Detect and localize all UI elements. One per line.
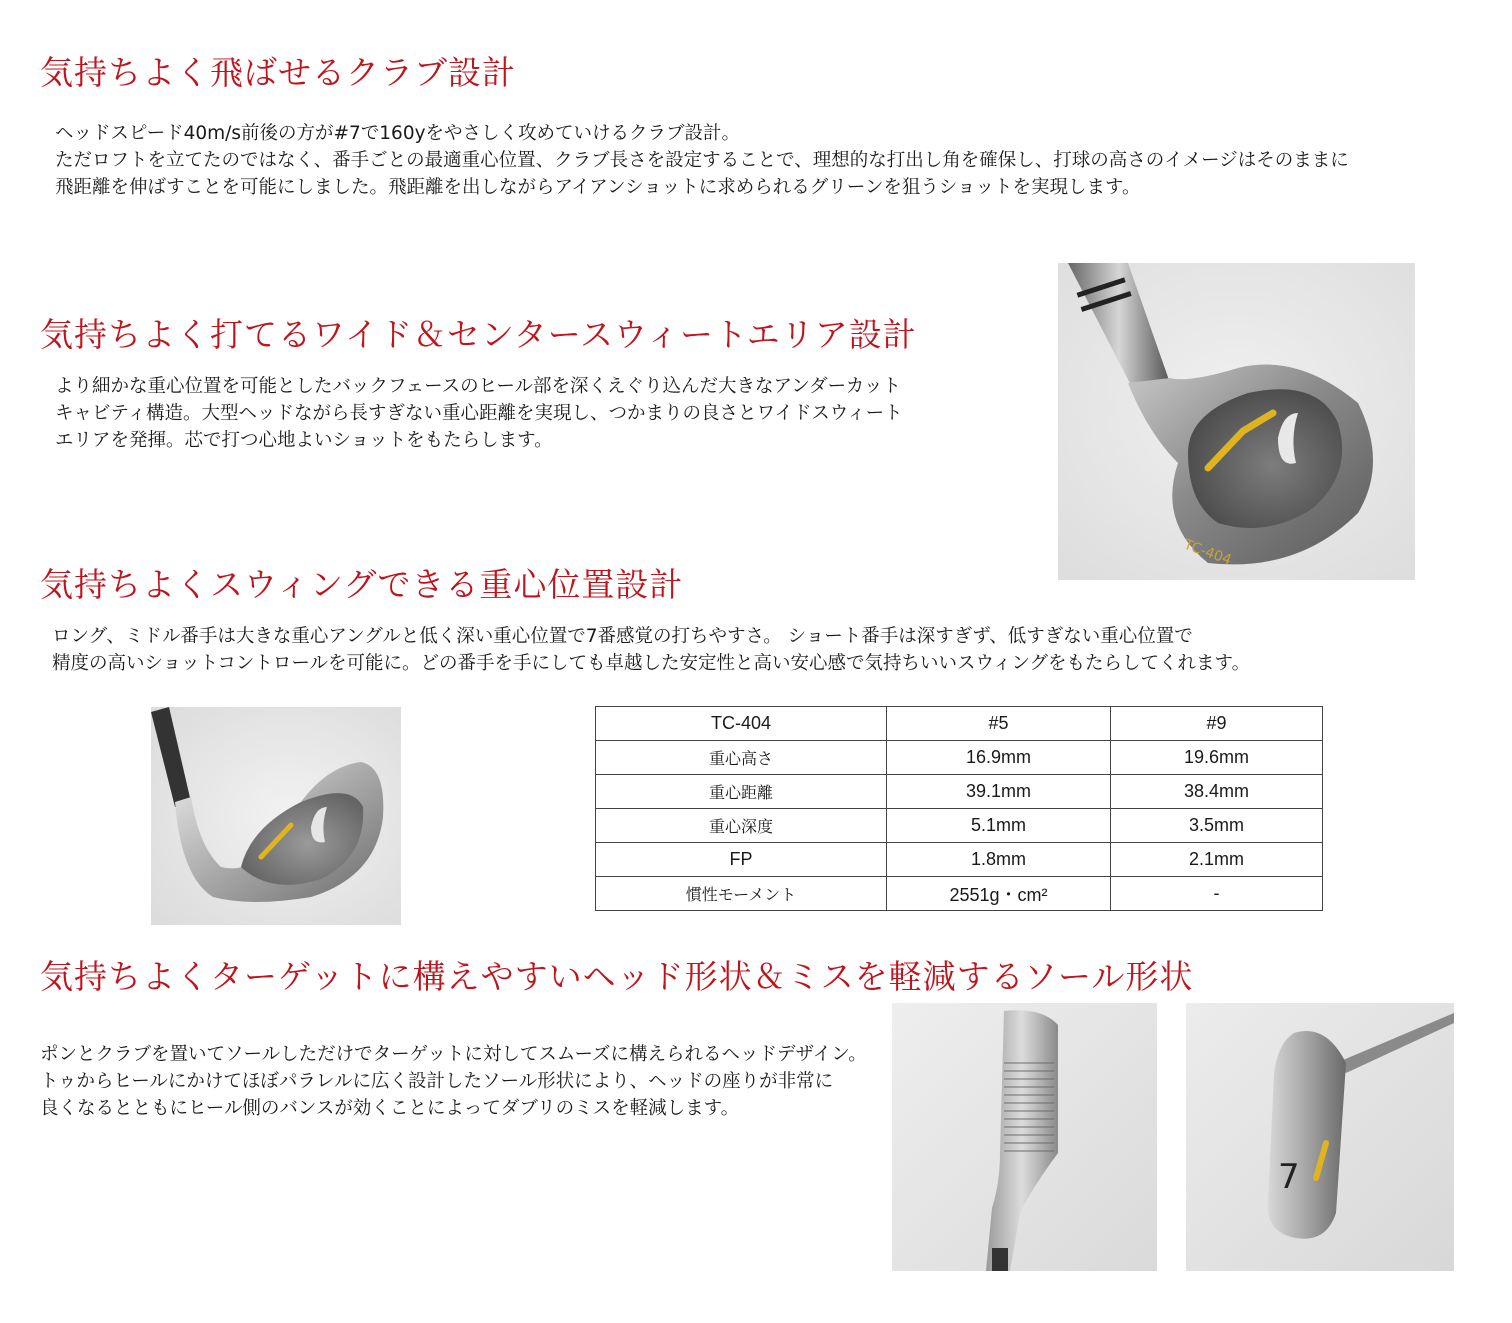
section-3-text (52, 623, 1250, 677)
section-3-line: ロング、ミドル番手は大きな重心アングルと低く深い重心位置で7番感覚の打ちやすさ。 ショート番手は深すぎず、低すぎない重心位置で (52, 626, 1193, 647)
table-cell: 2551g・cm² (887, 877, 1111, 911)
section-4-line: ポンとクラブを置いてソールしただけでターゲットに対してスムーズに構えられるヘッドデザイン。 (40, 1044, 867, 1065)
spec-table (595, 706, 1323, 911)
table-cell: 16.9mm (887, 741, 1111, 775)
table-header-row (596, 707, 1323, 741)
section-3-line: 精度の高いショットコントロールを可能に。どの番手を手にしても卓越した安定性と高い安心感で気持ちいいスウィングをもたらしてくれます。 (52, 653, 1251, 674)
table-row (596, 809, 1323, 843)
table-cell: 重心深度 (596, 809, 887, 843)
table-cell: - (1111, 877, 1323, 911)
section-2-line: キャビティ構造。大型ヘッドながら長すぎない重心距離を実現し、つかまりの良さとワイドスウィート (55, 403, 903, 424)
section-4-heading: 気持ちよくターゲットに構えやすいヘッド形状＆ミスを軽減するソール形状 (40, 957, 1194, 996)
table-cell: 3.5mm (1111, 809, 1323, 843)
table-cell: 重心距離 (596, 775, 887, 809)
table-row (596, 775, 1323, 809)
table-cell: 1.8mm (887, 843, 1111, 877)
club-head-back-photo (1058, 263, 1415, 580)
section-4-line: 良くなるとともにヒール側のバンスが効くことによってダブリのミスを軽減します。 (40, 1098, 740, 1119)
table-cell: 19.6mm (1111, 741, 1323, 775)
section-4-line: トゥからヒールにかけてほぼパラレルに広く設計したソール形状により、ヘッドの座りが非常に (40, 1071, 834, 1092)
section-1-text (55, 120, 1349, 201)
section-2-heading: 気持ちよく打てるワイド＆センタースウィートエリア設計 (40, 315, 917, 354)
table-row (596, 741, 1323, 775)
table-row (596, 877, 1323, 911)
section-3-heading: 気持ちよくスウィングできる重心位置設計 (40, 565, 684, 604)
section-1-line: ただロフトを立てたのではなく、番手ごとの最適重心位置、クラブ長さを設定することで、理想的な打出し角を確保し、打球の高さのイメージはそのままに (55, 150, 1349, 171)
table-header-cell: TC-404 (596, 707, 887, 741)
table-cell: 慣性モーメント (596, 877, 887, 911)
section-1-line: 飛距離を伸ばすことを可能にしました。飛距離を出しながらアイアンショットに求められるグリーンを狙うショットを実現します。 (55, 177, 1141, 198)
table-cell: FP (596, 843, 887, 877)
table-cell: 重心高さ (596, 741, 887, 775)
table-header-cell: #5 (887, 707, 1111, 741)
club-sole-photo (1186, 1003, 1454, 1271)
table-header-cell: #9 (1111, 707, 1323, 741)
club-face-photo (892, 1003, 1157, 1271)
section-2-text (55, 373, 903, 454)
section-1-heading: 気持ちよく飛ばせるクラブ設計 (40, 53, 516, 92)
table-cell: 2.1mm (1111, 843, 1323, 877)
table-row (596, 843, 1323, 877)
engraving-text: TC-404 (1181, 536, 1234, 569)
section-1-line: ヘッドスピード40m/s前後の方が#7で160yをやさしく攻めていけるクラブ設計。 (55, 123, 741, 144)
table-cell: 39.1mm (887, 775, 1111, 809)
table-cell: 38.4mm (1111, 775, 1323, 809)
club-head-side-photo (151, 707, 401, 925)
section-4-text (40, 1041, 867, 1122)
section-2-line: エリアを発揮。芯で打つ心地よいショットをもたらします。 (55, 430, 553, 451)
section-2-line: より細かな重心位置を可能としたバックフェースのヒール部を深くえぐり込んだ大きなアンダーカット (55, 376, 902, 397)
club-number-7: 7 (1278, 1157, 1300, 1197)
table-cell: 5.1mm (887, 809, 1111, 843)
